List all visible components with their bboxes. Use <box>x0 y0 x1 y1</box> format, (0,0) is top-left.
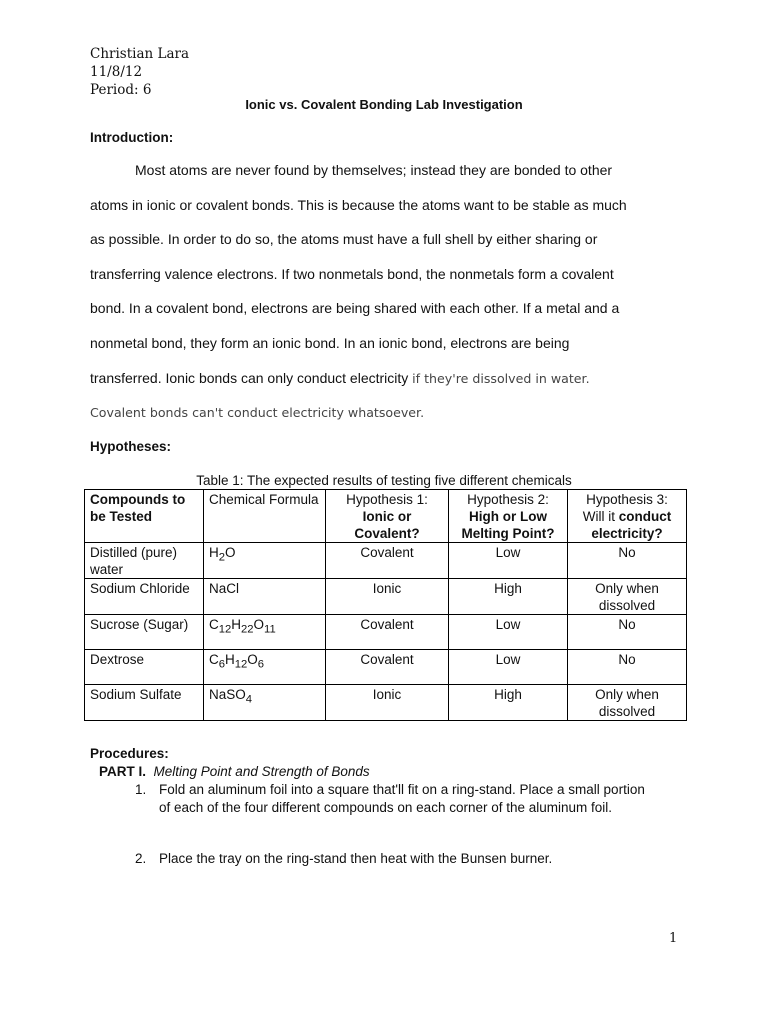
intro-line: bond. In a covalent bond, electrons are being shared with each other. If a metal and a <box>90 300 620 316</box>
compound-name: Sodium Chloride <box>85 579 204 615</box>
compound-name: Sucrose (Sugar) <box>85 615 204 650</box>
table-row <box>85 685 687 721</box>
bond-type: Covalent <box>326 543 449 579</box>
chemical-formula: $C_{12}H_{22}O_{11}$ <box>204 615 326 650</box>
chemical-formula: $C_6H_{12}O_6$ <box>204 650 326 685</box>
bond-type: Ionic <box>326 685 449 721</box>
bond-type: Covalent <box>326 615 449 650</box>
introduction-heading: Introduction: <box>90 130 174 145</box>
melting-point: Low <box>449 650 568 685</box>
col-header-hypothesis-2: Hypothesis 2: High or Low Melting Point? <box>449 490 568 543</box>
col-header-formula: Chemical Formula <box>204 490 326 543</box>
col-header-hypothesis-1: Hypothesis 1: Ionic or Covalent? <box>326 490 449 543</box>
table-header-row <box>85 490 687 543</box>
conducts-electricity: No <box>568 543 687 579</box>
compound-name: Sodium Sulfate <box>85 685 204 721</box>
conducts-electricity: Only when dissolved <box>568 685 687 721</box>
chemical-formula: $H_2O$ <box>204 543 326 579</box>
intro-line <box>90 370 590 386</box>
intro-line-part: transferred. Ionic bonds can only conduct electricity <box>90 370 413 386</box>
table-row <box>85 650 687 685</box>
compound-name: Distilled (pure) water <box>85 543 204 579</box>
bond-type: Ionic <box>326 579 449 615</box>
table-row <box>85 579 687 615</box>
conducts-electricity: No <box>568 650 687 685</box>
table-row <box>85 615 687 650</box>
intro-line-part: Covalent bonds can't conduct electricity whatsoever. <box>90 405 425 420</box>
intro-line <box>90 404 424 420</box>
student-name: Christian Lara <box>90 46 190 62</box>
class-period: Period: 6 <box>90 82 152 98</box>
report-date: 11/8/12 <box>90 64 143 80</box>
table-row <box>85 543 687 579</box>
melting-point: High <box>449 579 568 615</box>
student-header <box>90 45 189 99</box>
hypotheses-heading: Hypotheses: <box>90 439 172 454</box>
intro-line-part: if they're dissolved in water. <box>412 371 590 386</box>
melting-point: Low <box>449 543 568 579</box>
conducts-electricity: No <box>568 615 687 650</box>
chemical-formula: NaSO$_4$ <box>204 685 326 721</box>
hypotheses-table <box>84 489 687 721</box>
col-header-hypothesis-3: Hypothesis 3: Will it conduct electricity? <box>568 490 687 543</box>
page-number: 1 <box>669 931 678 946</box>
page-title: Ionic vs. Covalent Bonding Lab Investigation <box>245 97 523 112</box>
intro-line: Most atoms are never found by themselves; instead they are bonded to other <box>135 162 613 178</box>
intro-line: atoms in ionic or covalent bonds. This is because the atoms want to be stable as much <box>90 197 627 213</box>
melting-point: High <box>449 685 568 721</box>
document-page: Christian Lara 11/8/12 Period: 6 Ionic vs. Covalent Bonding Lab Investigation Introduction: Most atoms are never found by themselves; instead they are bonded to other atoms in ionic or covalent bonds. This is because the atoms want to be stable as much as possible. In order to do so, the atoms must have a full shell by either sharing or transferring valence electrons. If two nonmetals bond, the nonmetals form a covalent bond. In a covalent bond, electrons are being shared with each other. If a metal and a nonmetal bond, they form an ionic bond. In an ionic bond, electrons are being transferred. Ionic bonds can only conduct electricity if they're dissolved in water. Covalent bonds can't conduct electricity whatsoever. Hypotheses: Table 1: The expected results of testing five different chemicals Compounds to be Tested Chemical Formula Hypothesis 1: Ionic or Covalent? Hypothesis 2: High or Low Melting Point? Hypothesis 3: Will it conduct electricity? Distilled (pure) water $H_2O$ Covalent Low No Sodium Chloride NaCl Ionic High Only when dissolved Sucrose (Sugar) $C_{12}H_{22}O_{11}$ Covalent Low No Dextrose $C_6H_{12}O_6$ Covalent Low No Sodium Sulfate NaSO$_4$ Ionic High Only when dissolved Procedures: PART I. Melting Point and Strength of Bonds 1. Fold an aluminum foil into a square that'll fit on a ring-stand. Place a small portion of each of the four different compounds on each corner of the aluminum foil. 2. Place the tray on the ring-stand then heat with the Bunsen burner. 1 <box>0 0 768 1024</box>
bond-type: Covalent <box>326 650 449 685</box>
procedures-heading: Procedures: <box>90 746 169 761</box>
conducts-electricity: Only when dissolved <box>568 579 687 615</box>
col-header-compounds: Compounds to be Tested <box>85 490 204 543</box>
intro-line: as possible. In order to do so, the atoms must have a full shell by either sharing or <box>90 231 598 247</box>
part-one-heading: PART I. Melting Point and Strength of Bonds <box>99 764 370 779</box>
melting-point: Low <box>449 615 568 650</box>
table-caption: Table 1: The expected results of testing five different chemicals <box>196 473 572 488</box>
intro-line: nonmetal bond, they form an ionic bond. In an ionic bond, electrons are being <box>90 335 570 351</box>
compound-name: Dextrose <box>85 650 204 685</box>
intro-line: transferring valence electrons. If two nonmetals bond, the nonmetals form a covalent <box>90 266 614 282</box>
chemical-formula: NaCl <box>204 579 326 615</box>
